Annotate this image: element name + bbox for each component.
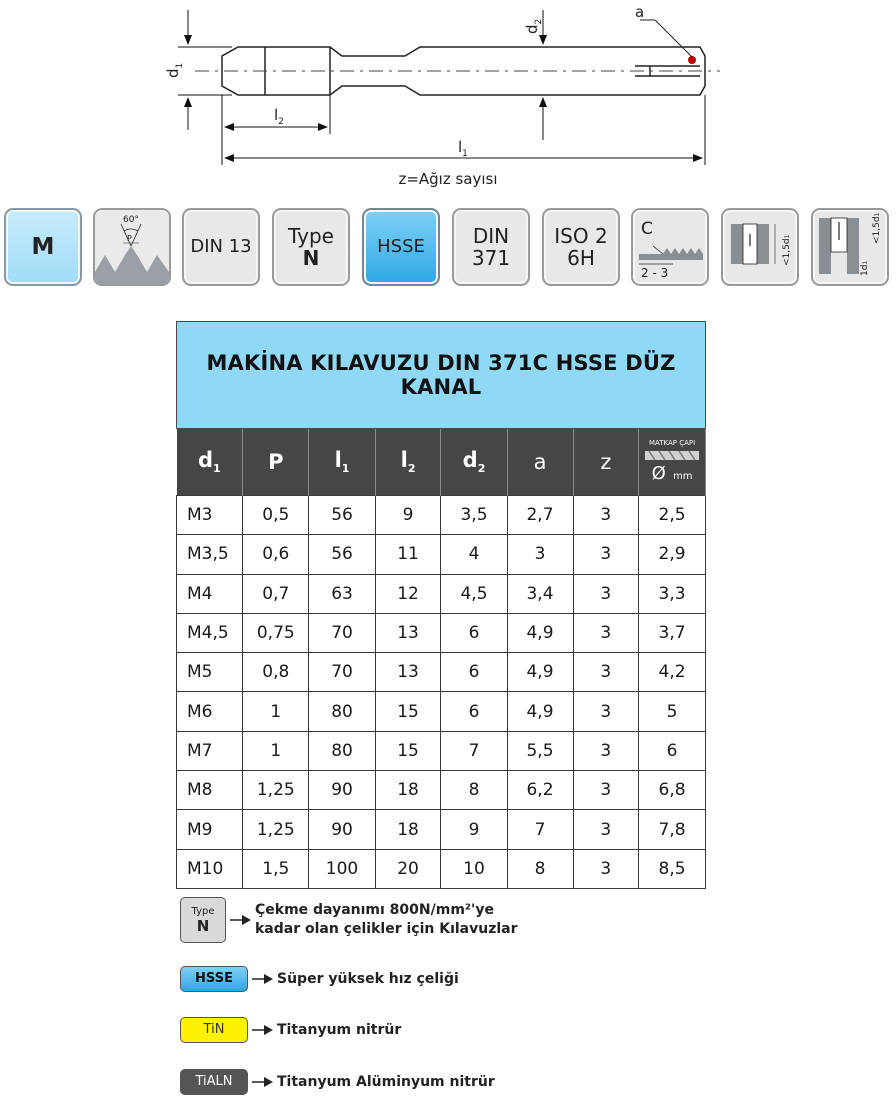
table-cell: 90 bbox=[309, 771, 375, 810]
table-cell: M4,5 bbox=[177, 613, 243, 652]
table-cell: 80 bbox=[309, 692, 375, 731]
table-cell: 5 bbox=[639, 692, 706, 731]
table-cell: 8 bbox=[507, 849, 573, 888]
table-cell: 3 bbox=[573, 810, 639, 849]
table-cell: 3 bbox=[573, 574, 639, 613]
square-end-marker bbox=[688, 56, 696, 64]
table-cell: M7 bbox=[177, 731, 243, 770]
table-cell: 100 bbox=[309, 849, 375, 888]
flute-count-caption: z=Ağız sayısı bbox=[398, 170, 498, 188]
table-cell: 3 bbox=[573, 496, 639, 535]
l2-label: $l_2$ bbox=[274, 106, 284, 127]
table-row bbox=[177, 692, 706, 731]
tin-badge: TiN bbox=[180, 1017, 248, 1043]
table-cell: 8,5 bbox=[639, 849, 706, 888]
table-cell: 0,6 bbox=[243, 535, 309, 574]
metric-thread-icon: M bbox=[4, 208, 82, 286]
table-cell: 6,8 bbox=[639, 771, 706, 810]
table-cell: 13 bbox=[375, 613, 441, 652]
table-row bbox=[177, 613, 706, 652]
table-cell: M3 bbox=[177, 496, 243, 535]
type-n-icon: Type N bbox=[272, 208, 350, 286]
table-row bbox=[177, 653, 706, 692]
col-header-p: P bbox=[243, 429, 309, 496]
table-cell: 1 bbox=[243, 731, 309, 770]
table-cell: 0,7 bbox=[243, 574, 309, 613]
table-cell: M3,5 bbox=[177, 535, 243, 574]
table-cell: 3,4 bbox=[507, 574, 573, 613]
legend-tin bbox=[180, 1017, 401, 1043]
table-body bbox=[177, 496, 706, 889]
table-cell: 7,8 bbox=[639, 810, 706, 849]
table-cell: 18 bbox=[375, 771, 441, 810]
table-cell: 7 bbox=[507, 810, 573, 849]
blind-hole-depth-icon bbox=[721, 208, 799, 286]
table-cell: 4 bbox=[441, 535, 507, 574]
through-hole-depth-icon bbox=[811, 208, 889, 286]
table-cell: 0,5 bbox=[243, 496, 309, 535]
table-cell: 1,25 bbox=[243, 810, 309, 849]
table-cell: 5,5 bbox=[507, 731, 573, 770]
col-header-l2: $l_2$ bbox=[375, 429, 441, 496]
col-header-a: a bbox=[507, 429, 573, 496]
type-n-description-line2: kadar olan çelikler için Kılavuzlar bbox=[255, 921, 518, 937]
din371-icon: DIN 371 bbox=[452, 208, 530, 286]
svg-text:1d1: 1d1 bbox=[860, 260, 870, 276]
table-cell: 63 bbox=[309, 574, 375, 613]
table-cell: 6 bbox=[441, 653, 507, 692]
d1-label: $d_1$ bbox=[164, 62, 185, 78]
table-cell: M4 bbox=[177, 574, 243, 613]
table-row bbox=[177, 574, 706, 613]
table-cell: 0,8 bbox=[243, 653, 309, 692]
table-cell: M9 bbox=[177, 810, 243, 849]
col-header-z: z bbox=[573, 429, 639, 496]
table-cell: 1,25 bbox=[243, 771, 309, 810]
svg-text:P: P bbox=[127, 234, 132, 243]
iso2-6h-icon: ISO 2 6H bbox=[542, 208, 620, 286]
table-row bbox=[177, 731, 706, 770]
depth-15d-icon bbox=[723, 210, 797, 284]
table-cell: 4,9 bbox=[507, 692, 573, 731]
table-cell: 4,2 bbox=[639, 653, 706, 692]
table-cell: 3,3 bbox=[639, 574, 706, 613]
table-cell: 9 bbox=[375, 496, 441, 535]
din13-icon: DIN 13 bbox=[182, 208, 260, 286]
l1-label: $l_1$ bbox=[458, 138, 468, 159]
arrow-right-icon bbox=[252, 973, 274, 985]
table-row bbox=[177, 810, 706, 849]
table-cell: 1 bbox=[243, 692, 309, 731]
table-cell: 8 bbox=[441, 771, 507, 810]
arrow-right-icon bbox=[252, 1076, 274, 1088]
diameter-symbol: Ø bbox=[651, 463, 666, 484]
spec-table bbox=[176, 321, 706, 889]
svg-text:<1,5d1: <1,5d1 bbox=[872, 212, 882, 244]
table-header-row bbox=[177, 429, 706, 496]
table-cell: 10 bbox=[441, 849, 507, 888]
hsse-badge: HSSE bbox=[180, 966, 248, 992]
tialn-description: Titanyum Alüminyum nitrür bbox=[277, 1074, 495, 1090]
table-cell: 3 bbox=[573, 653, 639, 692]
col-header-d2: $d_2$ bbox=[441, 429, 507, 496]
table-cell: 90 bbox=[309, 810, 375, 849]
table-cell: 6 bbox=[441, 692, 507, 731]
table-cell: 6 bbox=[441, 613, 507, 652]
table-row bbox=[177, 496, 706, 535]
svg-text:<1,5d1: <1,5d1 bbox=[782, 234, 792, 266]
arrow-right-icon bbox=[230, 914, 252, 926]
table-cell: 3 bbox=[573, 535, 639, 574]
table-cell: 2,5 bbox=[639, 496, 706, 535]
d2-label: $d_2$ bbox=[523, 18, 544, 34]
table-cell: 1,5 bbox=[243, 849, 309, 888]
table-cell: 3 bbox=[573, 731, 639, 770]
thread-profile-icon bbox=[93, 208, 171, 286]
type-n-description-line1: Çekme dayanımı 800N/mm²'ye bbox=[255, 902, 494, 918]
chamfer-icon bbox=[631, 208, 709, 286]
table-cell: 4,9 bbox=[507, 613, 573, 652]
table-title: MAKİNA KILAVUZU DIN 371C HSSE DÜZ KANAL bbox=[177, 322, 706, 429]
table-cell: M6 bbox=[177, 692, 243, 731]
chamfer-form-icon bbox=[633, 210, 707, 284]
table-cell: 4,9 bbox=[507, 653, 573, 692]
table-cell: 15 bbox=[375, 692, 441, 731]
table-cell: 13 bbox=[375, 653, 441, 692]
hsse-icon: HSSE bbox=[362, 208, 440, 286]
table-cell: 3,5 bbox=[441, 496, 507, 535]
hsse-description: Süper yüksek hız çeliği bbox=[277, 971, 459, 987]
tialn-badge: TiALN bbox=[180, 1069, 248, 1095]
thread-angle-icon bbox=[95, 210, 169, 284]
table-cell: M10 bbox=[177, 849, 243, 888]
d1-dimension bbox=[178, 10, 232, 130]
table-cell: 3,7 bbox=[639, 613, 706, 652]
table-cell: 70 bbox=[309, 653, 375, 692]
col-header-d1: $d_1$ bbox=[177, 429, 243, 496]
table-cell: 15 bbox=[375, 731, 441, 770]
table-cell: 18 bbox=[375, 810, 441, 849]
table-cell: 11 bbox=[375, 535, 441, 574]
table-cell: 12 bbox=[375, 574, 441, 613]
table-cell: 56 bbox=[309, 496, 375, 535]
arrow-right-icon bbox=[252, 1024, 274, 1036]
table-cell: 56 bbox=[309, 535, 375, 574]
a-label: a bbox=[635, 3, 645, 21]
table-cell: M5 bbox=[177, 653, 243, 692]
table-cell: 9 bbox=[441, 810, 507, 849]
table-row bbox=[177, 535, 706, 574]
table-cell: 7 bbox=[441, 731, 507, 770]
table-cell: 70 bbox=[309, 613, 375, 652]
table-cell: 3 bbox=[573, 849, 639, 888]
depth-1d-icon bbox=[813, 210, 887, 284]
svg-text:C: C bbox=[641, 219, 653, 239]
table-cell: 2,9 bbox=[639, 535, 706, 574]
legend-hsse bbox=[180, 966, 459, 992]
table-row bbox=[177, 849, 706, 888]
legend-tialn bbox=[180, 1069, 495, 1095]
col-header-drill-diameter: MATKAP ÇAPI Ø mm bbox=[639, 429, 706, 496]
table-cell: 80 bbox=[309, 731, 375, 770]
table-cell: 20 bbox=[375, 849, 441, 888]
col-header-l1: $l_1$ bbox=[309, 429, 375, 496]
table-cell: 6 bbox=[639, 731, 706, 770]
svg-text:60°: 60° bbox=[123, 215, 139, 225]
legend-type-n bbox=[180, 897, 518, 943]
table-cell: 3 bbox=[573, 613, 639, 652]
table-row bbox=[177, 771, 706, 810]
tin-description: Titanyum nitrür bbox=[277, 1022, 402, 1038]
table-cell: 3 bbox=[573, 771, 639, 810]
table-cell: 3 bbox=[573, 692, 639, 731]
table-cell: 3 bbox=[507, 535, 573, 574]
table-cell: 4,5 bbox=[441, 574, 507, 613]
type-n-badge: Type N bbox=[180, 897, 226, 943]
table-cell: 2,7 bbox=[507, 496, 573, 535]
table-cell: M8 bbox=[177, 771, 243, 810]
svg-text:2 - 3: 2 - 3 bbox=[641, 266, 669, 280]
table-cell: 0,75 bbox=[243, 613, 309, 652]
table-cell: 6,2 bbox=[507, 771, 573, 810]
